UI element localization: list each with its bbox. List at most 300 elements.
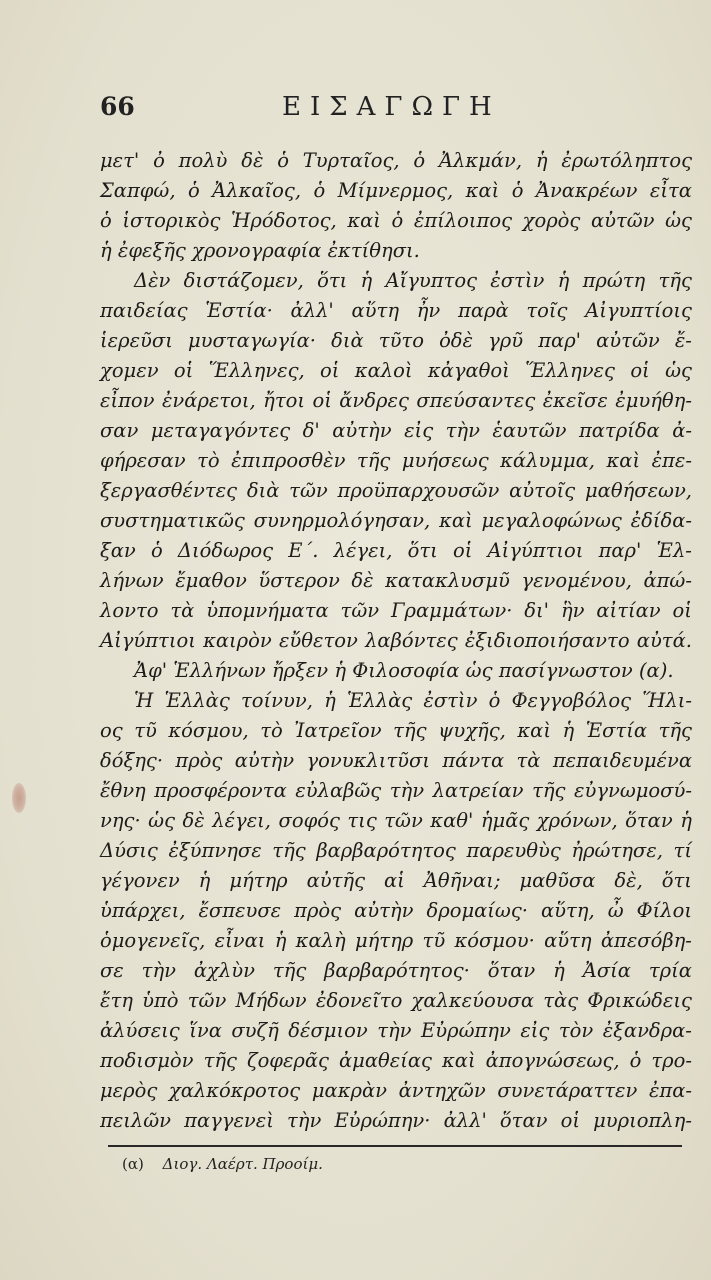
word: ὁ: [391, 209, 404, 232]
word: οἱ: [312, 389, 332, 412]
word: Φιλοσοφία: [352, 659, 466, 682]
word: Ἕλληνες: [525, 359, 615, 382]
word: Αἰγύπτιοι: [487, 539, 584, 562]
word: μερὸς: [100, 1079, 158, 1102]
word: αὐτοῖς: [509, 479, 576, 502]
word: τῆς: [356, 449, 391, 472]
text-line: [100, 1016, 692, 1046]
word: ἵνα: [189, 1019, 222, 1042]
word: ἔ-: [674, 329, 692, 352]
word: τὰ: [516, 749, 541, 772]
word: ὦ: [607, 899, 624, 922]
word: γέγονεν: [100, 869, 180, 892]
word: τρία: [648, 959, 692, 982]
word: εὐγνωμοσύ-: [574, 779, 692, 802]
word: ὑπὸ: [142, 989, 179, 1012]
word: ἐδονεῖτο: [315, 989, 403, 1012]
word: ἔτη: [100, 989, 133, 1012]
word: ἡ: [334, 659, 353, 682]
word: Αἰγύπτιοι: [100, 629, 196, 652]
word: παιδείας: [100, 299, 188, 322]
word: Μήδων: [235, 989, 307, 1012]
word: ξεργασθέντες: [100, 479, 238, 502]
word: Ἑλλὰς: [164, 689, 230, 712]
word: ὡς: [665, 209, 692, 232]
word: τὰς: [543, 989, 579, 1012]
word: τῶν: [384, 809, 423, 832]
word: τοίνυν,: [240, 689, 313, 712]
word: συνηρμολόγησαν,: [253, 509, 431, 532]
word: τὰ: [170, 599, 195, 622]
word: λέγει,: [333, 539, 393, 562]
word: καὶ: [517, 719, 551, 742]
word: κατακλυσμῦ: [385, 569, 510, 592]
word: εἶπον: [100, 389, 155, 412]
word: ἑαυτῶν: [492, 419, 567, 442]
text-line: [100, 686, 692, 716]
word: εἶναι: [214, 929, 266, 952]
word: ἀλλ': [290, 299, 334, 322]
word: ἐστὶν: [423, 689, 478, 712]
word: Φεγγοβόλος: [511, 689, 632, 712]
word: ἐκτίθησι.: [327, 239, 420, 262]
word: αὐτά.: [636, 629, 692, 652]
word: ἀλλ': [443, 1109, 487, 1132]
word: γενομένου,: [521, 569, 632, 592]
word: ἡ: [680, 809, 692, 832]
word: καὶ: [606, 449, 641, 472]
word: Ε΄.: [288, 539, 319, 562]
word: προϋπαρχουσῶν: [337, 479, 500, 502]
word: χαλκεύουσα: [411, 989, 535, 1012]
word: ἐμυήθη-: [615, 389, 692, 412]
word: ἐπιπροσθὲν: [231, 449, 346, 472]
word: τῆς: [393, 719, 427, 742]
word: ἐπίλοιπος: [413, 209, 513, 232]
word: Τυρταῖος,: [302, 149, 400, 172]
word: τί: [673, 839, 692, 862]
text-line: [100, 1076, 692, 1106]
word: ἡ: [324, 689, 336, 712]
word: τῶν: [289, 479, 328, 502]
word: αὐτῆς: [306, 869, 365, 892]
word: τὴν: [389, 779, 425, 802]
word: πρώτη: [582, 269, 646, 292]
text-line: [100, 656, 692, 686]
word: ὁ: [313, 179, 326, 202]
footnote-text: Διογ. Λαέρτ. Προοίμ.: [162, 1155, 323, 1173]
word: τρο-: [651, 1049, 692, 1072]
word: τὴν: [377, 1019, 412, 1042]
word: ἐπα-: [648, 1079, 692, 1102]
word: λήνων: [100, 569, 164, 592]
word: αὕτη,: [540, 899, 595, 922]
text-line: [100, 1106, 692, 1136]
word: τις: [347, 809, 377, 832]
word: λατρείαν: [432, 779, 524, 802]
word: μυριοπλη-: [593, 1109, 692, 1132]
word: κόσμου,: [168, 719, 249, 742]
word: τῆς: [272, 959, 307, 982]
word: καλοὶ: [354, 359, 413, 382]
word: μήτηρ: [354, 929, 414, 952]
word: ζοφερᾶς: [247, 1049, 329, 1072]
word: οἱ: [560, 1109, 580, 1132]
text-line: [100, 386, 692, 416]
word: μαθήσεων,: [585, 479, 692, 502]
word: προσφέροντα: [154, 779, 287, 802]
text-line: [100, 506, 692, 536]
word: τὸ: [260, 719, 283, 742]
word: μαθῦσα: [519, 869, 596, 892]
word: πασίγνωστον: [498, 659, 639, 682]
body-text: [100, 146, 692, 1136]
word: ὑπάρχει,: [100, 899, 186, 922]
word: Φρικώδεις: [587, 989, 692, 1012]
word: σπεύσαντες: [416, 389, 536, 412]
word: τὴν: [445, 419, 480, 442]
word: αἱ: [383, 869, 405, 892]
word: ἡ: [562, 719, 575, 742]
word: Ἑλλήνων: [173, 659, 272, 682]
word: Σαπφώ,: [100, 179, 176, 202]
word: Ἀλκαῖος,: [212, 179, 302, 202]
word: οἱ: [630, 359, 650, 382]
word: τῶν: [187, 989, 227, 1012]
word: (α).: [638, 659, 674, 682]
word: ἐξιδιοποιήσαντο: [464, 629, 630, 652]
word: Ἀθῆναι;: [423, 869, 501, 892]
word: ὅτι: [317, 269, 348, 292]
word: παγγενεὶ: [184, 1109, 274, 1132]
text-line: [100, 626, 692, 656]
word: μακρὰν: [311, 1079, 387, 1102]
word: Ἀσία: [582, 959, 631, 982]
word: τῆς: [272, 839, 306, 862]
word: ὀδὲ: [439, 329, 474, 352]
text-line: [100, 956, 692, 986]
word: σοφός: [278, 809, 340, 832]
word: ἐξανδρα-: [602, 1019, 692, 1042]
word: λαβόντες: [365, 629, 458, 652]
word: ἐξύπνησε: [168, 839, 262, 862]
word: αὐτὴν: [332, 419, 392, 442]
word: ὁ: [629, 1049, 642, 1072]
word: οἱ: [672, 599, 692, 622]
word: ἡ: [100, 239, 118, 262]
word: ἐνάρετοι,: [161, 389, 256, 412]
word: ἔθνη: [100, 779, 146, 802]
word: ἐρωτόληπτος: [561, 149, 692, 172]
text-line: [100, 266, 692, 296]
word: ἡ: [535, 149, 548, 172]
word: βαρβαρότητος·: [324, 959, 470, 982]
word: ὁμογενεῖς,: [100, 929, 206, 952]
word: ξαν: [100, 539, 136, 562]
word: αὕτη: [351, 299, 400, 322]
word: εὐλαβῶς: [295, 779, 382, 802]
word: δρομαίως·: [426, 899, 528, 922]
word: κάλυμμα,: [500, 449, 595, 472]
word: γονυκλιτῦσι: [306, 749, 430, 772]
word: δι': [524, 599, 550, 622]
word: ὀ: [153, 149, 165, 172]
word: παρὰ: [458, 299, 509, 322]
running-title: ΕΙΣΑΓΩΓΗ: [282, 92, 501, 122]
word: ἱερεῦσι: [100, 329, 173, 352]
word: ὡς: [465, 659, 499, 682]
word: Ἀφ': [134, 659, 174, 682]
word: ἡ: [198, 869, 211, 892]
word: τοῖς: [526, 299, 568, 322]
word: ποδισμὸν: [100, 1049, 194, 1072]
word: ἦν: [416, 299, 441, 322]
word: καὶ: [465, 179, 500, 202]
word: τῦ: [422, 929, 446, 952]
word: ἤρξεν: [271, 659, 335, 682]
word: Εὐρώπην: [421, 1019, 511, 1042]
word: Διόδωρος: [177, 539, 274, 562]
word: Εὐρώπην·: [334, 1109, 431, 1132]
word: οἱ: [173, 359, 194, 382]
word: καὶ: [439, 509, 473, 532]
word: δέσμιον: [288, 1019, 368, 1042]
word: ἐδίδα-: [630, 509, 692, 532]
text-line: [100, 926, 692, 956]
word: τὴν: [287, 1109, 322, 1132]
word: ἡ: [557, 269, 570, 292]
word: ὁ: [277, 149, 289, 172]
word: ἤτοι: [263, 389, 306, 412]
word: ἀπώ-: [643, 569, 692, 592]
word: οἱ: [452, 539, 473, 562]
word: Αἴγυπτος: [385, 269, 478, 292]
word: μετ': [100, 149, 140, 172]
word: ἡ: [553, 959, 565, 982]
word: ἀπεσόβη-: [600, 929, 692, 952]
word: ὡς: [148, 809, 175, 832]
text-line: [100, 1046, 692, 1076]
page-number: 66: [100, 92, 135, 121]
word: Ἕλληνες,: [208, 359, 305, 382]
word: ἀχλὺν: [193, 959, 255, 982]
word: πεπαιδευμένα: [552, 749, 692, 772]
word: φήρεσαν: [100, 449, 186, 472]
text-line: [100, 416, 692, 446]
word: λέγει,: [212, 809, 272, 832]
word: διστάζομεν,: [183, 269, 304, 292]
word: Ἡ: [134, 689, 154, 712]
word: μήτηρ: [229, 869, 288, 892]
text-line: [100, 146, 692, 176]
word: βαρβαρότητος: [316, 839, 456, 862]
word: τὴν: [141, 959, 176, 982]
word: ἠρώτησε,: [571, 839, 663, 862]
word: ὁ: [100, 209, 112, 232]
word: αὐτὴν: [234, 749, 295, 772]
word: αὕτη: [544, 929, 592, 952]
text-line: [100, 356, 692, 386]
word: χορὸς: [522, 209, 581, 232]
word: ἐφεξῆς: [117, 239, 193, 262]
text-line: [100, 986, 692, 1016]
word: χρόνων,: [536, 809, 618, 832]
word: πατρίδα: [578, 419, 660, 442]
word: ἔμαθον: [175, 569, 247, 592]
word: ὁ: [511, 179, 524, 202]
word: τῆς: [203, 1049, 237, 1072]
word: Ἑλ-: [656, 539, 692, 562]
word: πρὸς: [294, 899, 342, 922]
word: τῆς: [658, 719, 692, 742]
word: καλὴ: [295, 929, 346, 952]
word: Δύσις: [100, 839, 158, 862]
word: ἀμαθείας: [339, 1049, 432, 1072]
word: Ἑστία·: [205, 299, 273, 322]
word: ἄνδρες: [339, 389, 409, 412]
word: ὁ: [488, 689, 501, 712]
word: ὁ: [150, 539, 163, 562]
text-line: [100, 716, 692, 746]
word: μεταγαγόντες: [150, 419, 291, 442]
word: Ἑστία: [585, 719, 648, 742]
word: ἱστορικὸς: [122, 209, 221, 232]
text-line: [100, 326, 692, 356]
word: διὰ: [331, 329, 364, 352]
word: ἀλύσεις: [100, 1019, 180, 1042]
text-line: [100, 806, 692, 836]
word: ὅτι: [407, 539, 438, 562]
word: ἀντηχῶν: [398, 1079, 486, 1102]
word: τὸ: [197, 449, 220, 472]
word: παρευθὺς: [466, 839, 561, 862]
footnote-divider: [108, 1145, 682, 1147]
word: εὔθετον: [278, 629, 358, 652]
word: δὲ: [351, 569, 374, 592]
word: ος: [100, 719, 123, 742]
word: ἡ: [274, 929, 287, 952]
word: Ἡρόδοτος,: [231, 209, 337, 232]
word: τὸν: [558, 1019, 594, 1042]
text-line: [100, 296, 692, 326]
word: δόξης·: [100, 749, 164, 772]
word: κόσμου·: [454, 929, 535, 952]
word: εἶτα: [649, 179, 692, 202]
word: χαλκόκροτος: [168, 1079, 301, 1102]
word: Γραμμάτων·: [390, 599, 513, 622]
word: Ἰατρεῖον: [294, 719, 382, 742]
word: Ἀνακρέων: [535, 179, 638, 202]
footnote-mark: (α): [122, 1155, 144, 1173]
word: αἰτίαν: [596, 599, 661, 622]
word: μυσταγωγία·: [187, 329, 316, 352]
word: ὡς: [665, 359, 692, 382]
word: ἐστὶν: [490, 269, 545, 292]
word: τῶν: [340, 599, 380, 622]
word: διὰ: [246, 479, 280, 502]
word: τῆς: [532, 779, 566, 802]
text-line: [100, 176, 692, 206]
word: ἡμᾶς: [480, 809, 530, 832]
text-line: [100, 446, 692, 476]
word: αὐτὴν: [354, 899, 414, 922]
word: νης·: [100, 809, 141, 832]
word: καιρὸν: [203, 629, 272, 652]
text-line: [100, 746, 692, 776]
word: παρ': [598, 539, 642, 562]
word: Αἰγυπτίοις: [585, 299, 692, 322]
word: τῆς: [658, 269, 692, 292]
footnote: [122, 1155, 323, 1173]
word: ἔσπευσε: [198, 899, 282, 922]
word: κἀγαθοὶ: [427, 359, 510, 382]
word: ψυχῆς,: [438, 719, 506, 742]
word: χομεν: [100, 359, 159, 382]
word: καὶ: [347, 209, 381, 232]
word: παρ': [538, 329, 582, 352]
text-line: [100, 596, 692, 626]
word: Φίλοι: [636, 899, 692, 922]
word: αὐτῶν: [590, 209, 655, 232]
word: ὁ: [413, 149, 426, 172]
word: Ἥλι-: [642, 689, 692, 712]
word: πάντα: [442, 749, 505, 772]
word: μεγαλοφώνως: [481, 509, 622, 532]
word: ἀ-: [672, 419, 692, 442]
word: Ἑλλὰς: [346, 689, 413, 712]
word: τῦτο: [378, 329, 424, 352]
text-line: [100, 866, 692, 896]
word: συζῆ: [231, 1019, 279, 1042]
word: μυήσεως: [401, 449, 489, 472]
word: ὅτι: [661, 869, 692, 892]
word: ὅταν: [625, 809, 673, 832]
word: δὲ: [241, 149, 264, 172]
word: καὶ: [442, 1049, 476, 1072]
word: Δὲν: [134, 269, 171, 292]
word: πολὺ: [178, 149, 228, 172]
word: Μίμνερμος,: [337, 179, 454, 202]
word: δ': [302, 419, 320, 442]
word: ἀπογνώσεως,: [485, 1049, 620, 1072]
word: ὅταν: [487, 959, 536, 982]
word: ἣν: [560, 599, 585, 622]
word: εἰς: [520, 1019, 550, 1042]
text-line: [100, 896, 692, 926]
paper-stain: [12, 783, 26, 813]
word: χρονογραφία: [192, 239, 328, 262]
word: ὅταν: [499, 1109, 548, 1132]
word: ἡ: [360, 269, 373, 292]
word: συστηματικῶς: [100, 509, 245, 532]
word: ἐκεῖσε: [542, 389, 608, 412]
word: πειλῶν: [100, 1109, 172, 1132]
word: σαν: [100, 419, 139, 442]
text-line: [100, 836, 692, 866]
running-head: [100, 90, 620, 130]
word: καθ': [430, 809, 474, 832]
word: ἐπε-: [651, 449, 692, 472]
text-line: [100, 566, 692, 596]
text-line: [100, 776, 692, 806]
word: ὑπομνήματα: [206, 599, 329, 622]
word: δὲ: [182, 809, 205, 832]
word: δὲ,: [614, 869, 643, 892]
text-line: [100, 206, 692, 236]
word: γρῦ: [488, 329, 524, 352]
word: λοντο: [100, 599, 159, 622]
word: εἰς: [404, 419, 434, 442]
